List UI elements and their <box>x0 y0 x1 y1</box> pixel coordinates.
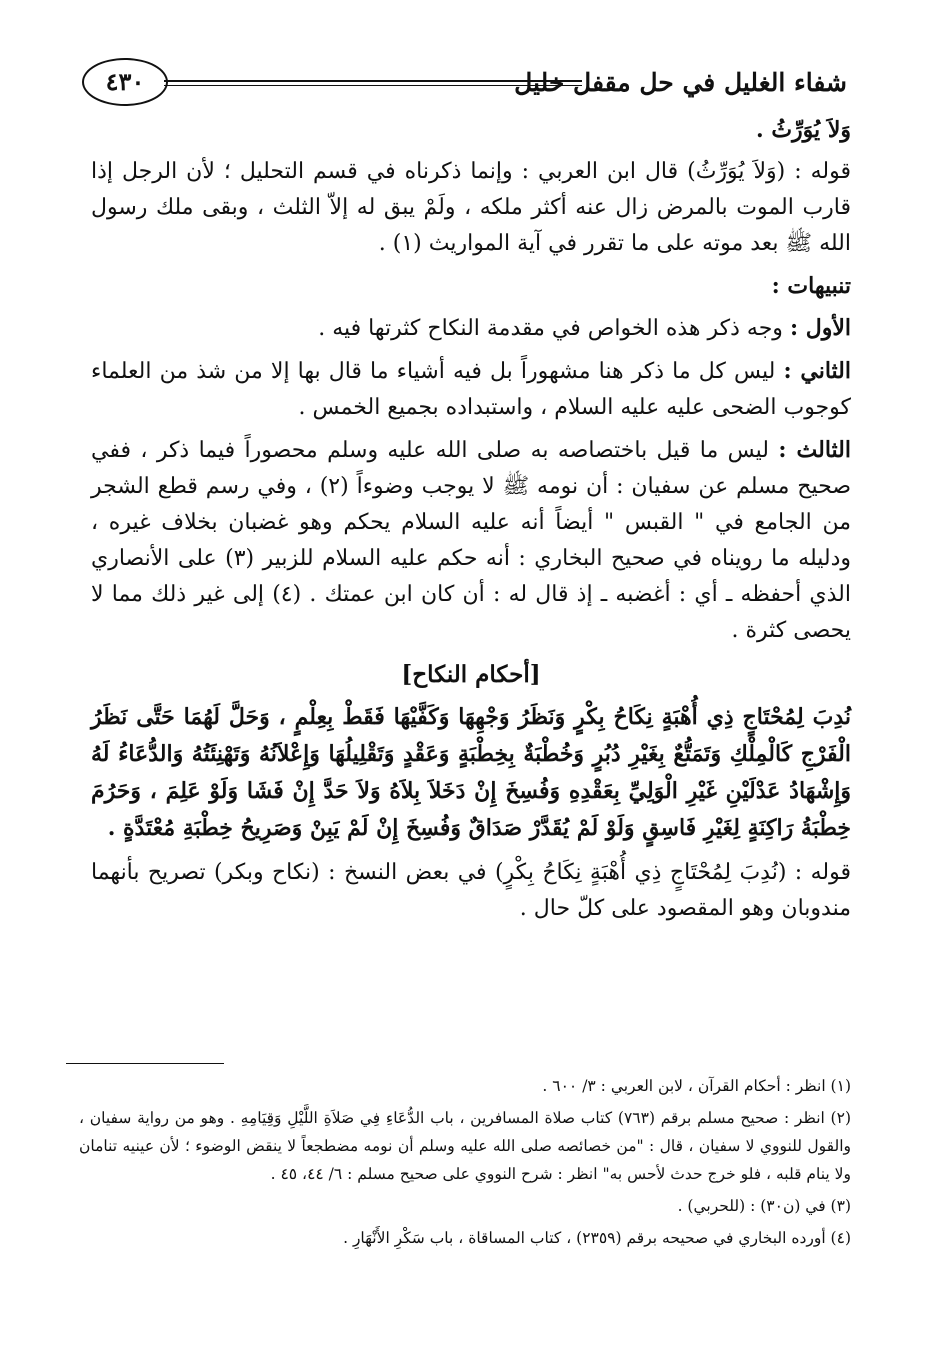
paragraph-commentary-1: قوله : (وَلاَ يُوَرِّثُ) قال ابن العربي : وإنما ذكرناه في قسم التحليل ؛ لأن الرجل إذا قارب الموت بالمرض زال عنه أكثر ملكه ، ولَمْ يبق له إلاّ الثلث ، وبقى ملك رسول الله ﷺ بعد موته على ما تقرر في آية المواريث (١) . <box>91 159 851 256</box>
note-third-label: الثالث : <box>778 437 851 463</box>
main-text <box>91 112 851 933</box>
matn-intro: وَلاَ يُوَرِّثُ . <box>756 117 851 143</box>
header-rule-thin <box>164 85 582 86</box>
note-first <box>91 310 851 347</box>
note-second-label: الثاني : <box>783 358 852 384</box>
book-title: شفاء الغليل في حل مقفل خليل <box>514 68 847 97</box>
note-third-text: ليس ما قيل باختصاصه به صلى الله عليه وسلم محصوراً فيما ذكر ، ففي صحيح مسلم عن سفيان : أن نومه ﷺ لا يوجب وضوءاً (٢) ، وفي رسم قطع الشجر من الجامع في " القبس " أيضاً أنه عليه السلام يحكم وهو غضبان بخلاف غيره ، ودليله ما رويناه في صحيح البخاري : أنه حكم عليه السلام للزبير (٣) على الأنصاري الذي أحفظه ـ أي : أغضبه ـ إذ قال له : أن كان ابن عمتك . (٤) إلى غير ذلك مما لا يحصى كثرة . <box>91 438 852 643</box>
paragraph-commentary-2: قوله : (نُدِبَ لِمُحْتَاجٍ ذِي أُهْبَةٍ نِكَاحُ بِكْرٍ) في بعض النسخ : (نكاح وبكر) تصريح بأنهما مندوبان وهو المقصود على كلّ حال . <box>91 860 851 921</box>
section-heading: [أحكام النكاح] <box>401 661 541 688</box>
matn-block: نُدِبَ لِمُحْتَاجٍ ذِي أُهْبَةٍ نِكَاحُ بِكْرٍ وَنَظَرُ وَجْهِهَا وَكَفَّيْهَا فَقَطْ بِعِلْمٍ ، وَحَلَّ لَهُمَا حَتَّى نَظَرُ الْفَرْجِ كَالْمِلْكِ وَتَمَتُّعٌ بِغَيْرِ دُبُرٍ وَخُطْبَةٌ بِخِطْبَةٍ وَعَقْدٍ وَتَقْلِيلُهَا وَإِعْلاَنُهُ وَتَهْنِئَتُهُ وَالدُّعَاءُ لَهُ وَإِشْهَادُ عَدْلَيْنِ غَيْرِ الْوَلِيِّ بِعَقْدِهِ وَفُسِخَ إِنْ دَخَلاَ بِلاَهُ وَلاَ حَدَّ إِنْ فَشَا وَلَوْ عَلِمَ ، وَحَرُمَ خِطْبَةُ رَاكِنَةٍ لِغَيْرِ فَاسِقٍ وَلَوْ لَمْ يُقَدَّرْ صَدَاقٌ وَفُسِخَ إِنْ لَمْ يَبِنْ وَصَرِيحُ خِطْبَةِ مُعْتَدَّةٍ . <box>91 704 851 841</box>
footnotes <box>79 1072 851 1256</box>
note-second-text: ليس كل ما ذكر هنا مشهوراً بل فيه أشياء ما قال بها إلا من شذ من العلماء كوجوب الضحى عليه عليه السلام ، واستبداده بجميع الخمس . <box>91 359 851 420</box>
note-second <box>91 353 851 426</box>
note-first-label: الأول : <box>789 315 851 341</box>
page-header <box>82 58 847 114</box>
note-third <box>91 432 851 649</box>
header-rule <box>164 80 582 82</box>
footnote-4: (٤) أورده البخاري في صحيحه برقم (٢٣٥٩) ، كتاب المساقاة ، باب سَكْرِ الأَنْهَارِ . <box>343 1229 851 1247</box>
page-number: ٤٣٠ <box>82 58 168 106</box>
tanbihat-heading: تنبيهات : <box>771 273 851 299</box>
footnote-separator <box>66 1063 224 1064</box>
note-first-text: وجه ذكر هذه الخواص في مقدمة النكاح كثرتها فيه . <box>318 316 783 341</box>
footnote-1: (١) انظر : أحكام القرآن ، لابن العربي : ٣/ ٦٠٠ . <box>542 1077 851 1095</box>
footnote-2: (٢) انظر : صحيح مسلم برقم (٧٦٣) كتاب صلاة المسافرين ، باب الدُّعَاءِ فِي صَلاَةِ اللَّيْلِ وَقِيَامِهِ . وهو من رواية سفيان ، والقول للنووي لا سفيان ، قال : "من خصائصه صلى الله عليه وسلم أن نومه مضطجعاً لا ينقض الوضوء ؛ لأن عينيه تنامان ولا ينام قلبه ، فلو خرج حدث لأحس به" انظر : شرح النووي على صحيح مسلم : ٦/ ٤٤، ٤٥ . <box>79 1109 851 1183</box>
footnote-3: (٣) في (ن٣٠) : (للحربي) . <box>677 1197 851 1215</box>
